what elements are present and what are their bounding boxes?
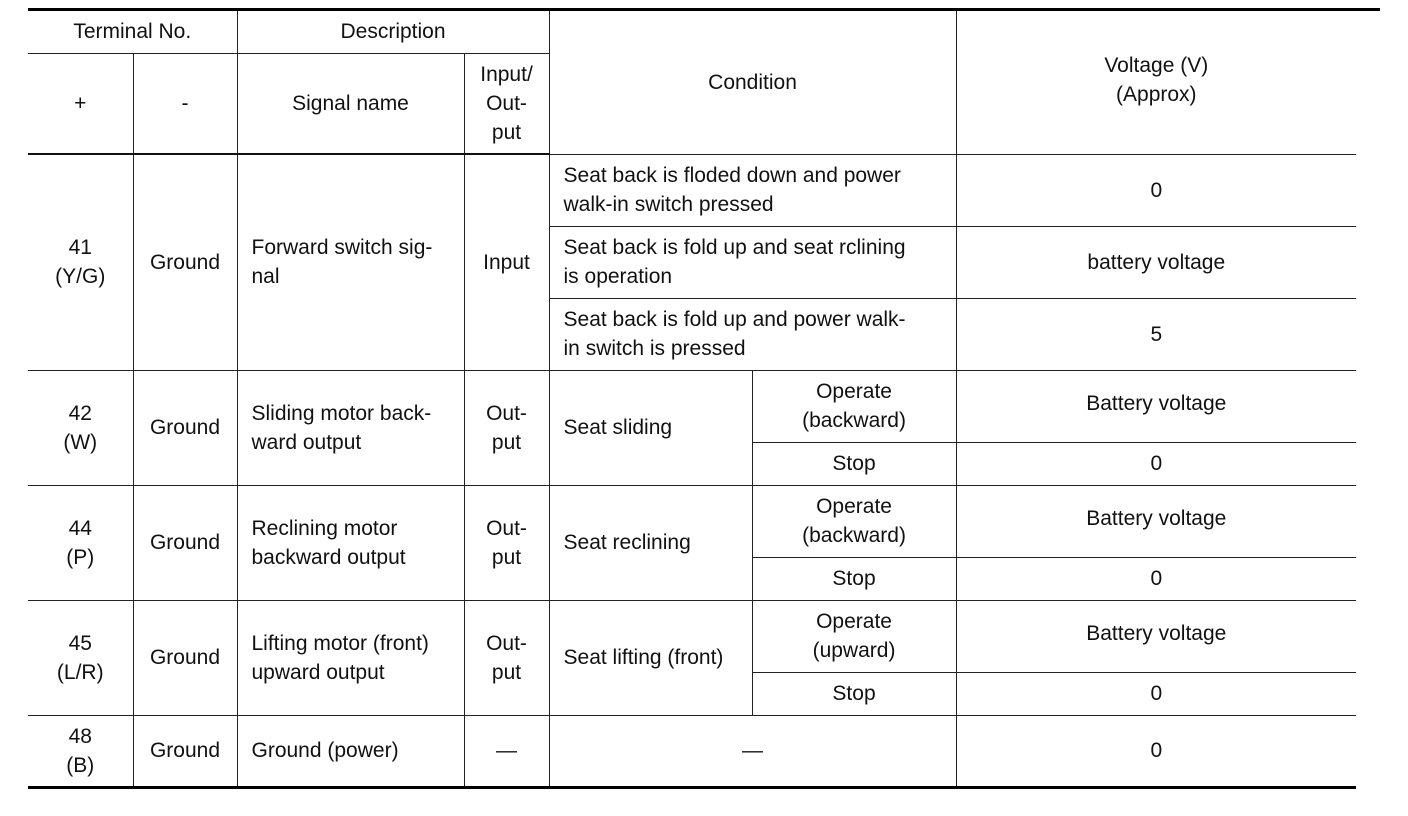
terminal-plus [28,154,133,370]
header-plus: + [28,53,133,154]
state-line-2: (backward) [802,409,906,432]
table-row [28,600,1356,672]
voltage: 0 [956,715,1356,787]
state-line-1: Operate [816,380,892,403]
condition: — [549,715,956,787]
signal-name-line-1: Forward switch sig- [251,236,433,260]
header-signal-name: Signal name [237,53,464,154]
voltage: 0 [956,442,1356,485]
condition [549,298,956,370]
terminal-minus: Ground [133,715,237,787]
terminal-spec-table [28,11,1356,789]
voltage: 5 [956,298,1356,370]
signal-name: Ground (power) [237,715,464,787]
terminal-plus [28,485,133,600]
header-minus: - [133,53,237,154]
terminal-plus [28,715,133,787]
signal-name-line-1: Reclining motor [251,516,398,540]
wire-color: (L/R) [56,660,104,684]
state-line-2: (upward) [812,639,896,662]
table-row [28,370,1356,442]
voltage: battery voltage [956,226,1356,298]
terminal-number: 48 [68,724,92,748]
wire-color: (W) [63,430,98,454]
signal-name-line-2: backward output [251,545,406,569]
io-line-1: Out- [486,631,527,655]
signal-name [237,485,464,600]
table-row [28,154,1356,226]
state-line-1: Operate [816,610,892,633]
voltage: 0 [956,672,1356,715]
voltage: Battery voltage [956,485,1356,557]
header-voltage-line-1: Voltage (V) [1104,54,1209,77]
signal-name-line-1: Sliding motor back- [251,401,432,425]
condition-line-1: Seat back is floded down and power [563,164,901,187]
io-line-2: put [491,660,522,684]
signal-name [237,370,464,485]
signal-name-line-2: upward output [251,660,385,684]
header-io-line-3: put [491,120,522,144]
condition: Seat reclining [549,485,752,600]
header-voltage-line-2: (Approx) [1116,83,1197,106]
table-row [28,715,1356,787]
signal-name-line-2: nal [251,265,280,289]
signal-name [237,154,464,370]
terminal-minus: Ground [133,370,237,485]
state-line-1: Operate [816,495,892,518]
condition-state [752,370,956,442]
terminal-number: 44 [68,516,92,540]
condition-line-2: in switch is pressed [563,337,746,360]
condition-state [752,600,956,672]
terminal-number: 41 [68,236,92,260]
voltage: 0 [956,557,1356,600]
wire-color: (Y/G) [55,265,106,289]
io-line-1: Out- [486,401,527,425]
condition-line-2: walk-in switch pressed [563,193,774,216]
voltage: Battery voltage [956,370,1356,442]
input-output [464,600,549,715]
terminal-minus: Ground [133,485,237,600]
input-output: Input [464,154,549,370]
state-line-2: (backward) [802,524,906,547]
io-line-2: put [491,545,522,569]
terminal-minus: Ground [133,154,237,370]
header-description: Description [237,11,549,53]
condition: Seat sliding [549,370,752,485]
signal-name-line-1: Lifting motor (front) [251,631,429,655]
signal-name-line-2: ward output [251,430,362,454]
io-line-1: Out- [486,516,527,540]
condition [549,226,956,298]
input-output [464,485,549,600]
condition [549,154,956,226]
header-condition: Condition [549,11,956,154]
input-output [464,370,549,485]
header-terminal-no: Terminal No. [28,11,237,53]
terminal-number: 45 [68,631,92,655]
condition-line-2: is operation [563,265,673,288]
condition-state: Stop [752,557,956,600]
wire-color: (P) [66,545,95,569]
terminal-number: 42 [68,401,92,425]
condition-state [752,485,956,557]
table-row [28,485,1356,557]
io-line-2: put [491,430,522,454]
condition-state: Stop [752,672,956,715]
condition: Seat lifting (front) [549,600,752,715]
terminal-plus [28,370,133,485]
condition-state: Stop [752,442,956,485]
input-output: — [464,715,549,787]
header-io-line-2: Out- [486,91,527,115]
header-voltage [956,11,1356,154]
voltage: 0 [956,154,1356,226]
condition-line-1: Seat back is fold up and seat rclining [563,236,906,259]
terminal-minus: Ground [133,600,237,715]
header-row-1 [28,11,1356,53]
signal-name [237,600,464,715]
wire-color: (B) [66,753,95,777]
header-input-output [464,53,549,154]
terminal-plus [28,600,133,715]
condition-line-1: Seat back is fold up and power walk- [563,308,906,331]
header-io-line-1: Input/ [480,62,533,86]
voltage: Battery voltage [956,600,1356,672]
